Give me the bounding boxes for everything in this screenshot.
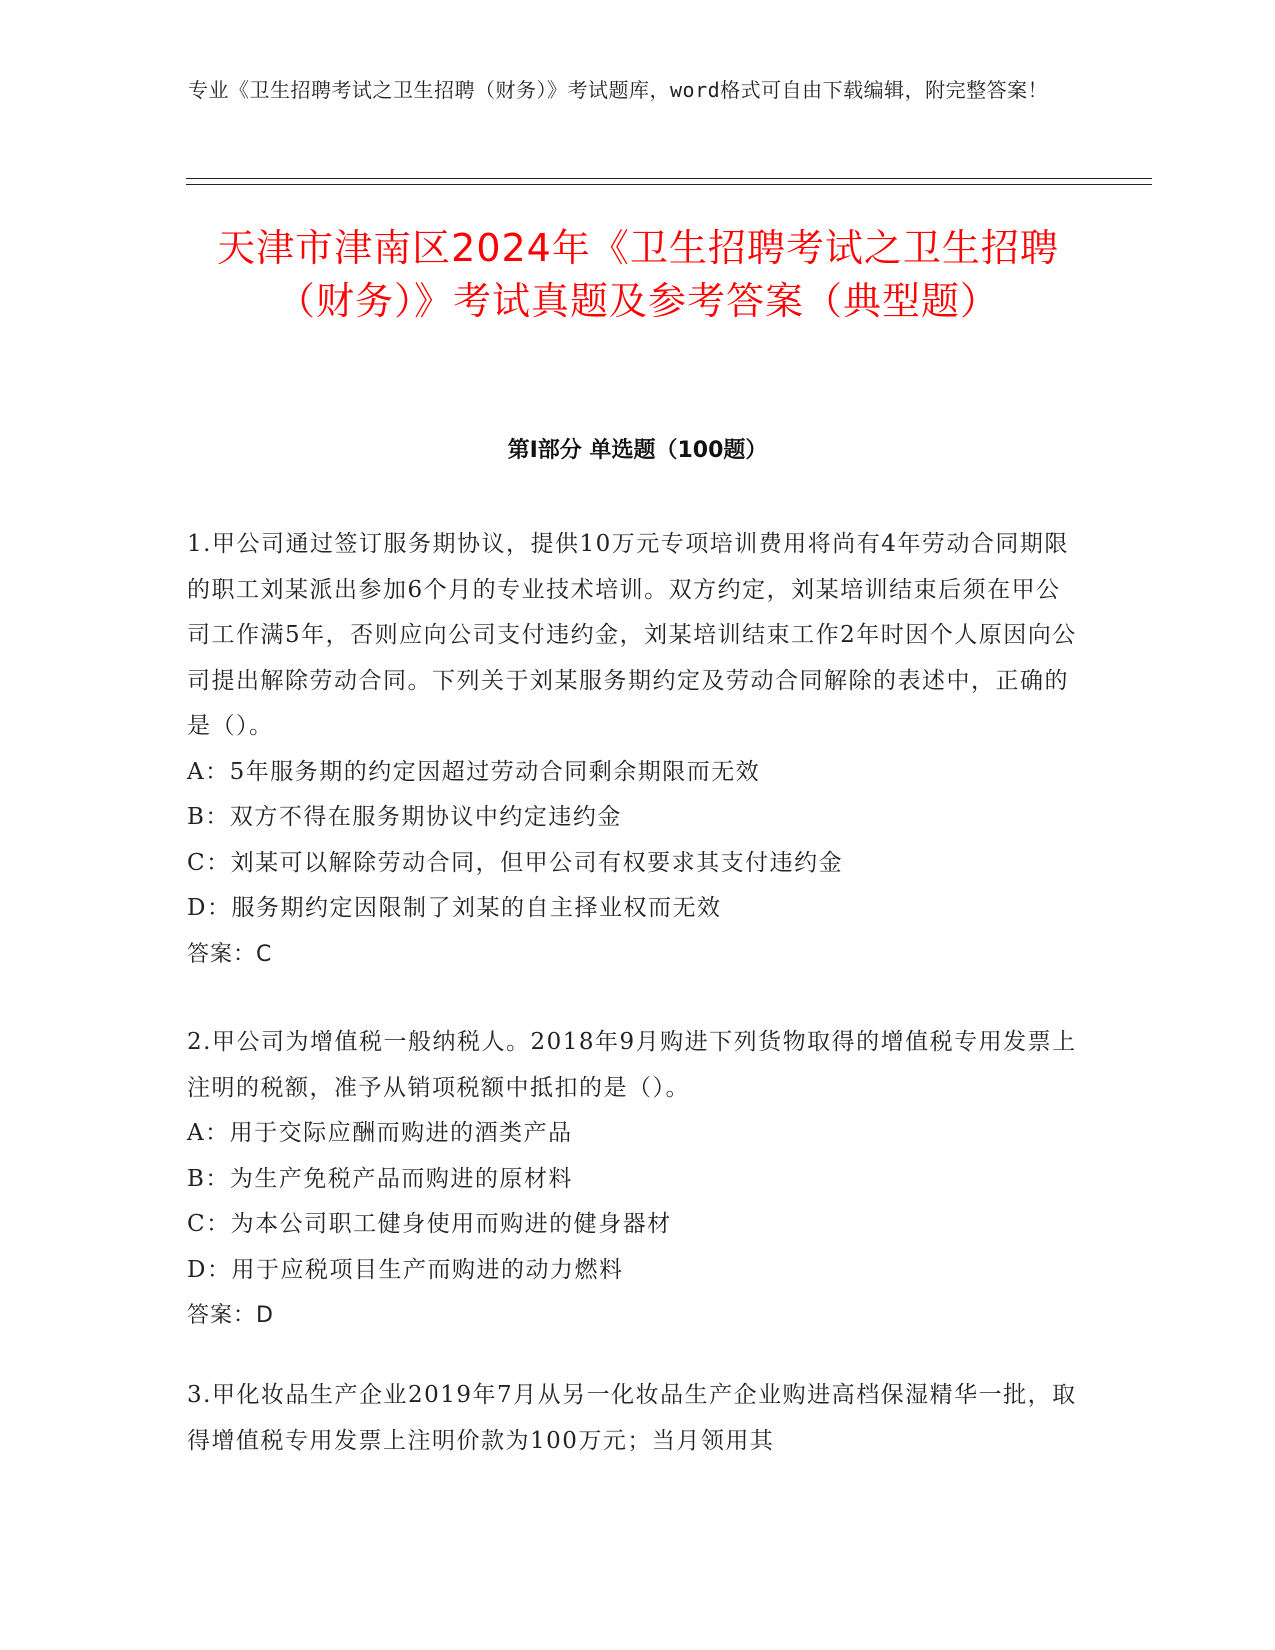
question-3 [187, 1373, 1077, 1464]
option-c: C：为本公司职工健身使用而购进的健身器材 [187, 1211, 672, 1237]
option-b: B：为生产免税产品而购进的原材料 [187, 1165, 573, 1192]
option-a: A：5年服务期的约定因超过劳动合同剩余期限而无效 [187, 758, 761, 785]
option-c: C：刘某可以解除劳动合同，但甲公司有权要求其支付违约金 [187, 849, 844, 876]
question-1 [187, 522, 1077, 977]
option-a: A：用于交际应酬而购进的酒类产品 [187, 1120, 573, 1146]
option-b: B：双方不得在服务期协议中约定违约金 [187, 804, 622, 830]
answer: 答案：C [187, 941, 273, 967]
question-stem: 1.甲公司通过签订服务期协议，提供10万元专项培训费用将尚有4年劳动合同期限的职工刘某派出参加6个月的专业技术培训。双方约定，刘某培训结束后须在甲公司工作满5年，否则应向公司支付违约金，刘某培训结束工作2年时因个人原因向公司提出解除劳动合同。下列关于刘某服务期约定及劳动合同解除的表述中，正确的是（）。 [187, 531, 1077, 739]
header-divider-bottom [186, 184, 1152, 185]
option-d: D：服务期约定因限制了刘某的自主择业权而无效 [187, 895, 722, 921]
question-2 [187, 1020, 1077, 1339]
question-stem: 3.甲化妆品生产企业2019年7月从另一化妆品生产企业购进高档保湿精华一批，取得增值税专用发票上注明价款为100万元；当月领用其 [187, 1382, 1077, 1454]
header-divider-top [186, 178, 1152, 179]
answer: 答案：D [187, 1303, 274, 1328]
option-d: D：用于应税项目生产而购进的动力燃料 [187, 1256, 624, 1283]
document-title: 天津市津南区2024年《卫生招聘考试之卫生招聘（财务）》考试真题及参考答案（典型题） [217, 226, 1059, 323]
question-stem: 2.甲公司为增值税一般纳税人。2018年9月购进下列货物取得的增值税专用发票上注明的税额，准予从销项税额中抵扣的是（）。 [187, 1029, 1077, 1101]
section-title: 第Ⅰ部分 单选题（100题） [507, 438, 768, 463]
header-note: 专业《卫生招聘考试之卫生招聘（财务）》考试题库，word格式可自由下载编辑，附完整答案！ [188, 78, 1049, 102]
